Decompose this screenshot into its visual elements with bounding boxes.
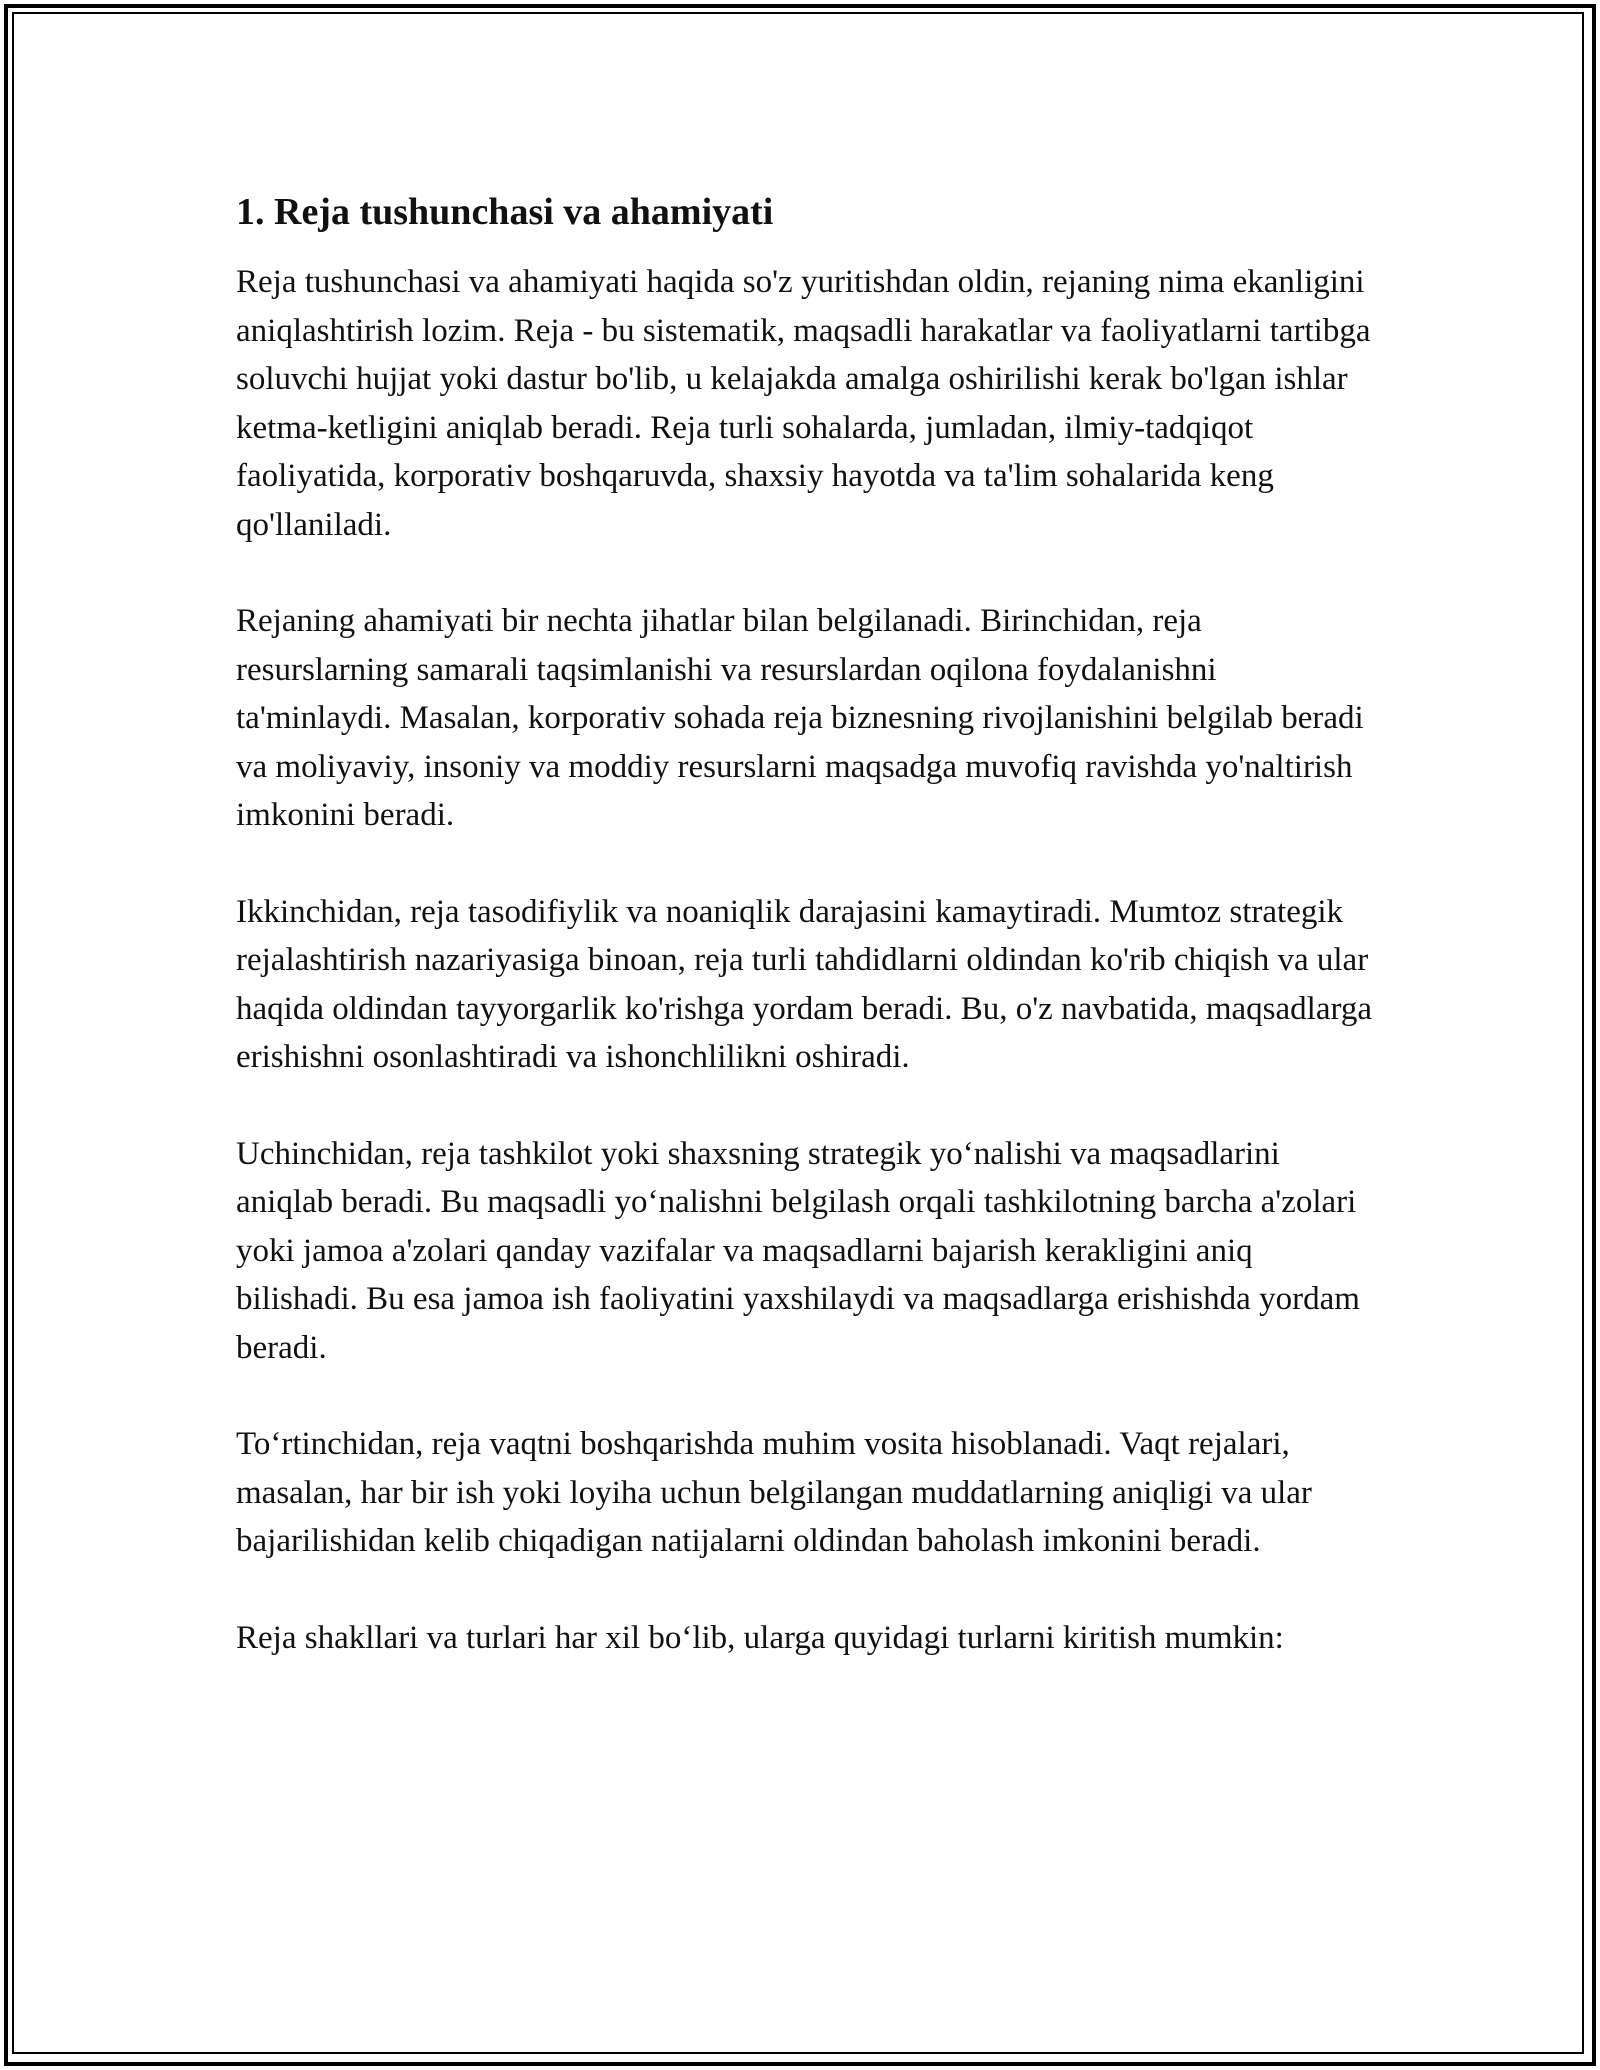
paragraph-plan-types-intro: Reja shakllari va turlari har xil bo‘lib, ularga quyidagi turlarni kiritish mumkin: <box>236 1619 1284 1656</box>
paragraph-first-point: Rejaning ahamiyati bir nechta jihatlar bilan belgilanadi. Birinchidan, reja resurslarning samarali taqsimlanishi va resurslardan oqilona foydalanishni ta'minlaydi. Masalan, korporativ sohada reja biznesning rivojlanishini belgilab beradi va moliyaviy, insoniy va moddiy resurslarni maqsadga muvofiq ravishda yo'naltirish imkonini beradi. <box>236 603 1364 833</box>
paragraph-third-point: Uchinchidan, reja tashkilot yoki shaxsning strategik yo‘nalishi va maqsadlarini aniqlab beradi. Bu maqsadli yo‘nalishni belgilash orqali tashkilotning barcha a'zolari yoki jamoa a'zolari qanday vazifalar va maqsadlarni bajarish kerakligini aniq bilishadi. Bu esa jamoa ish faoliyatini yaxshilaydi va maqsadlarga erishishda yordam beradi. <box>236 1135 1360 1366</box>
section-heading: 1. Reja tushunchasi va ahamiyati <box>236 191 774 233</box>
paragraph-second-point: Ikkinchidan, reja tasodifiylik va noaniqlik darajasini kamaytiradi. Mumtoz strategik rejalashtirish nazariyasiga binoan, reja turli tahdidlarni oldindan ko'rib chiqish va ular haqida oldindan tayyorgarlik ko'rishga yordam beradi. Bu, o'z navbatida, maqsadlarga erishishni osonlashtiradi va ishonchlilikni oshiradi. <box>236 893 1373 1075</box>
document-body <box>236 186 1376 1710</box>
paragraph-definition: Reja tushunchasi va ahamiyati haqida so'z yuritishdan oldin, rejaning nima ekanligini aniqlashtirish lozim. Reja - bu sistematik, maqsadli harakatlar va faoliyatlarni tartibga soluvchi hujjat yoki dastur bo'lib, u kelajakda amalga oshirilishi kerak bo'lgan ishlar ketma-ketligini aniqlab beradi. Reja turli sohalarda, jumladan, ilmiy-tadqiqot faoliyatida, korporativ boshqaruvda, shaxsiy hayotda va ta'lim sohalarida keng qo'llaniladi. <box>236 264 1371 543</box>
paragraph-fourth-point: To‘rtinchidan, reja vaqtni boshqarishda muhim vosita hisoblanadi. Vaqt rejalari, masalan, har bir ish yoki loyiha uchun belgilangan muddatlarning aniqligi va ular bajarilishidan kelib chiqadigan natijalarni oldindan baholash imkonini beradi. <box>236 1426 1312 1559</box>
